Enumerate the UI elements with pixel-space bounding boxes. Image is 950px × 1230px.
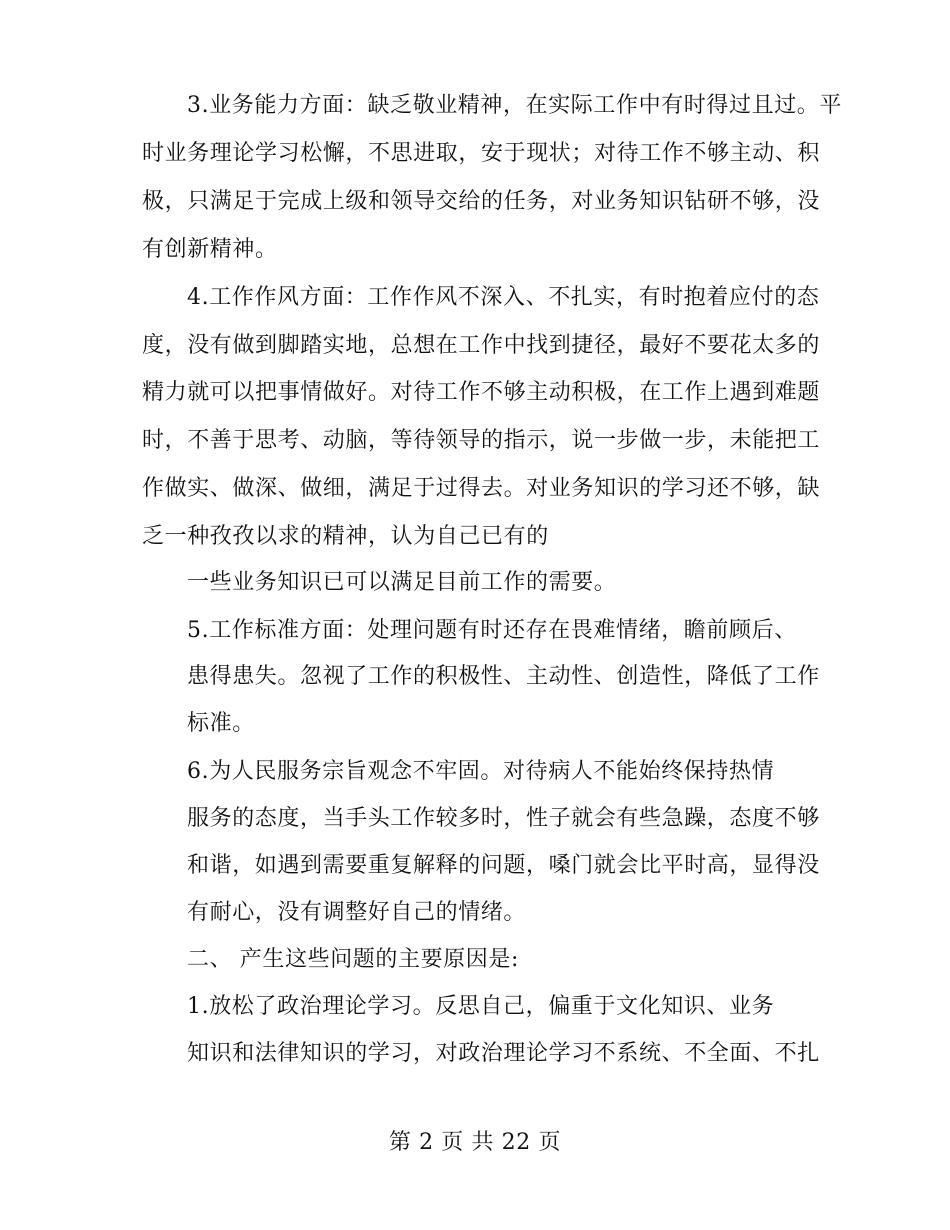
- text-line: 知识和法律知识的学习，对政治理论学习不系统、不全面、不扎: [187, 1041, 820, 1066]
- text-line: 5.工作标准方面：处理问题有时还存在畏难情绪，瞻前顾后、: [187, 618, 797, 643]
- text-line: 一些业务知识已可以满足目前工作的需要。: [187, 570, 617, 595]
- text-line: 乏一种孜孜以求的精神，认为自己已有的: [142, 524, 549, 549]
- text-line: 标准。: [187, 711, 255, 736]
- section-heading: 二、 产生这些问题的主要原因是:: [187, 947, 520, 972]
- text-line: 6.为人民服务宗旨观念不牢固。对待病人不能始终保持热情: [187, 759, 775, 784]
- text-line: 有耐心，没有调整好自己的情绪。: [187, 900, 527, 925]
- text-line: 有创新精神。: [142, 237, 278, 262]
- text-line: 和谐，如遇到需要重复解释的问题，嗓门就会比平时高，显得没: [187, 853, 820, 878]
- text-line: 作做实、做深、做细，满足于过得去。对业务知识的学习还不够，缺: [142, 476, 821, 501]
- text-line: 极，只满足于完成上级和领导交给的任务，对业务知识钻研不够，没: [142, 189, 821, 214]
- text-line: 精力就可以把事情做好。对待工作不够主动积极，在工作上遇到难题: [142, 380, 821, 405]
- text-line: 4.工作作风方面：工作作风不深入、不扎实，有时抱着应付的态: [187, 285, 820, 310]
- text-line: 1.放松了政治理论学习。反思自己，偏重于文化知识、业务: [187, 994, 775, 1019]
- text-line: 时，不善于思考、动脑，等待领导的指示，说一步做一步，未能把工: [142, 428, 821, 453]
- text-line: 度，没有做到脚踏实地，总想在工作中找到捷径，最好不要花太多的: [142, 333, 821, 358]
- text-line: 服务的态度，当手头工作较多时，性子就会有些急躁，态度不够: [187, 806, 820, 831]
- text-line: 3.业务能力方面：缺乏敬业精神，在实际工作中有时得过且过。平: [187, 93, 842, 118]
- text-line: 患得患失。忽视了工作的积极性、主动性、创造性，降低了工作: [187, 664, 820, 689]
- text-line: 时业务理论学习松懈，不思进取，安于现状；对待工作不够主动、积: [142, 141, 821, 166]
- page-footer: 第 2 页 共 22 页: [388, 1130, 562, 1155]
